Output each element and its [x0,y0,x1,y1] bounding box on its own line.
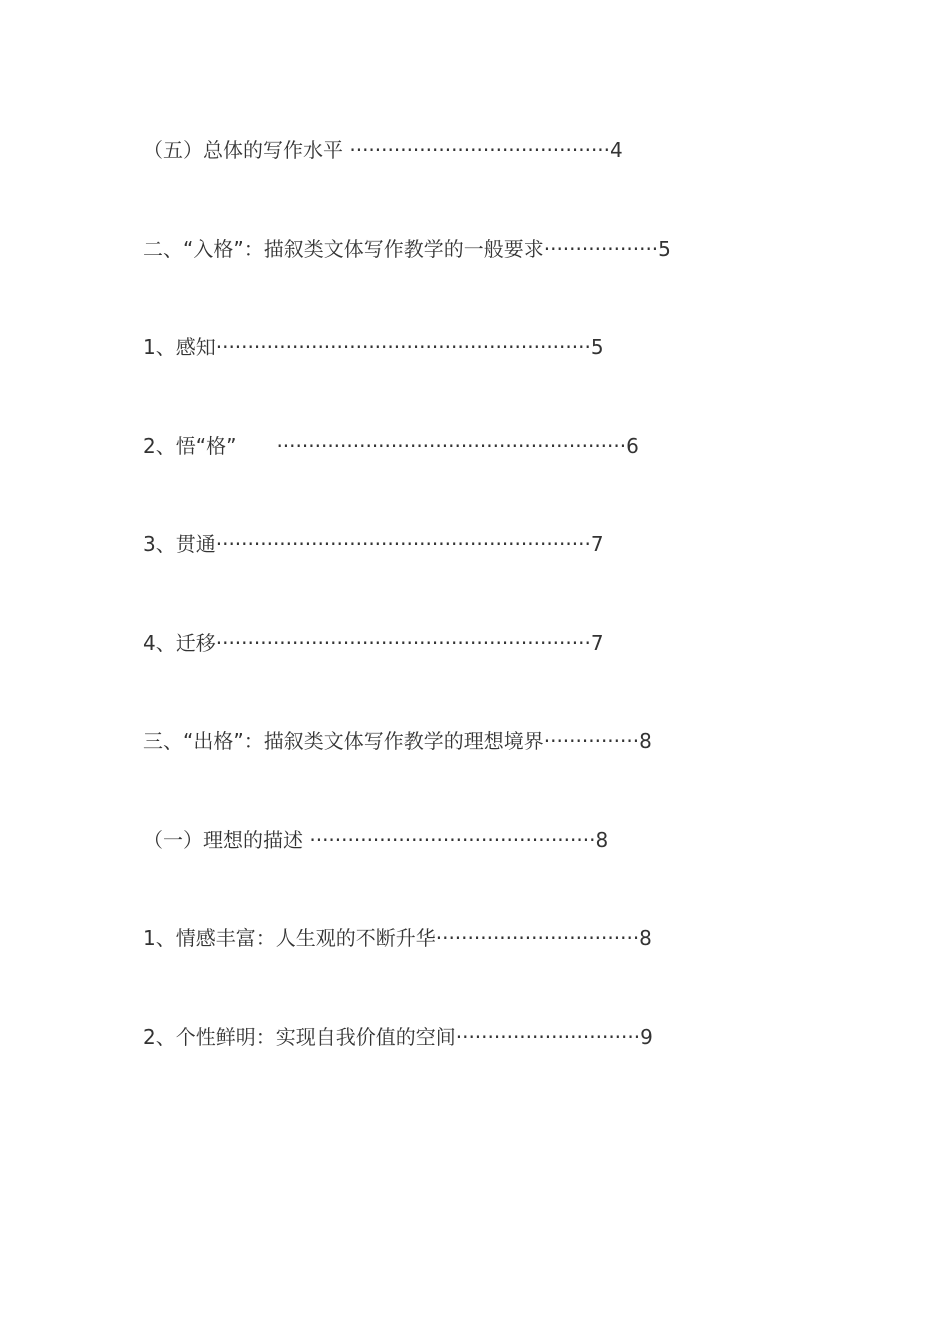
toc-entry-page: 7 [590,631,604,655]
toc-entry-leader: ····························· [455,1025,641,1049]
toc-entry-title: （五）总体的写作水平 [143,138,350,162]
toc-entry-title: 4、迁移 [143,631,216,655]
toc-entry-title: 1、感知 [143,335,216,359]
toc-entry[interactable] [143,434,639,458]
toc-entry-leader: ············································· [309,828,596,852]
toc-entry-title: 3、贯通 [143,532,216,556]
toc-entry-title: 三、“出格”：描叙类文体写作教学的理想境界 [143,729,544,753]
toc-entry-leader: ··························································· [215,631,591,655]
toc-entry-page: 8 [639,729,652,753]
toc-entry-title: 1、情感丰富：人生观的不断升华 [143,926,436,950]
toc-entry-leader: ································ [435,926,640,950]
toc-entry-page: 7 [590,532,604,556]
toc-entry-page: 9 [640,1025,653,1049]
toc-entry[interactable] [143,729,652,753]
toc-entry-leader: ········································· [349,138,611,162]
toc-entry[interactable] [143,138,623,162]
toc-entry[interactable] [143,1025,653,1049]
toc-entry-title: 2、悟“格” [143,434,277,458]
toc-entry-page: 5 [658,237,671,261]
toc-entry-leader: ··························································· [215,532,591,556]
toc-entry-leader: ·················· [543,237,659,261]
toc-entry-page: 8 [595,828,609,852]
toc-entry-page: 6 [626,434,639,458]
toc-entry[interactable] [143,237,671,261]
toc-entry-title: 2、个性鲜明：实现自我价值的空间 [143,1025,456,1049]
toc-entry-leader: ··························································· [215,335,591,359]
toc-entry-leader: ··············· [543,729,640,753]
toc-entry[interactable] [143,828,608,852]
toc-entry[interactable] [143,335,604,359]
toc-entry-title: （一）理想的描述 [143,828,310,852]
toc-entry-page: 5 [590,335,604,359]
toc-entry[interactable] [143,926,652,950]
toc-entry[interactable] [143,532,604,556]
toc-entry-leader: ······················································· [276,434,627,458]
toc-entry[interactable] [143,631,604,655]
toc-entry-page: 4 [610,138,623,162]
toc-entry-title: 二、“入格”：描叙类文体写作教学的一般要求 [143,237,544,261]
toc-entry-page: 8 [639,926,652,950]
